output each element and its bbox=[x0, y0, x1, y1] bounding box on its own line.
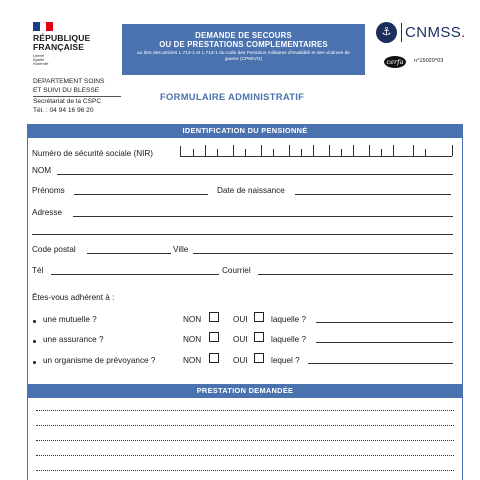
cerfa-logo: cerfa bbox=[384, 56, 406, 68]
mutuelle-label: une mutuelle ? bbox=[43, 315, 97, 324]
assurance-non-checkbox[interactable] bbox=[209, 332, 219, 342]
rf-motto bbox=[33, 54, 123, 66]
section-prestation-header: PRESTATION DEMANDÉE bbox=[27, 384, 463, 398]
ville-label: Ville bbox=[173, 245, 189, 254]
rf-name-line1: RÉPUBLIQUE bbox=[33, 33, 91, 43]
nom-input[interactable] bbox=[57, 174, 453, 175]
cnmss-logo-text bbox=[405, 24, 466, 41]
prevoyance-label: un organisme de prévoyance ? bbox=[43, 356, 156, 365]
assurance-non-label: NON bbox=[183, 335, 202, 344]
rf-name-line2: FRANÇAISE bbox=[33, 42, 85, 52]
prevoyance-oui-label: OUI bbox=[233, 356, 248, 365]
cerfa-number: n°15029*03 bbox=[414, 58, 444, 64]
secretariat-line: Secrétariat de la CSPC bbox=[33, 98, 102, 106]
logo-divider bbox=[401, 23, 402, 42]
adresse-input-line-2[interactable] bbox=[32, 234, 453, 235]
nom-label: NOM bbox=[32, 166, 52, 175]
courriel-label: Courriel bbox=[222, 266, 251, 275]
phone-line: Tél. : 04 94 16 96 20 bbox=[33, 106, 94, 114]
republique-francaise-logo bbox=[33, 22, 123, 66]
prenoms-input[interactable] bbox=[74, 194, 208, 195]
assurance-label: une assurance ? bbox=[43, 335, 104, 344]
form-title: FORMULAIRE ADMINISTRATIF bbox=[160, 91, 305, 102]
ville-input[interactable] bbox=[193, 253, 453, 254]
assurance-detail-input[interactable] bbox=[316, 342, 453, 343]
mutuelle-oui-checkbox[interactable] bbox=[254, 312, 264, 322]
mutuelle-oui-label: OUI bbox=[233, 315, 248, 324]
tel-input[interactable] bbox=[51, 274, 219, 275]
logo-dot: . bbox=[461, 24, 466, 41]
prevoyance-oui-checkbox[interactable] bbox=[254, 353, 264, 363]
banner-subtitle: au titre des articles L.712-1 et L.713-1 du code des Pensions militaires d'invalidité et des victimes de guerre (CPMIVG) bbox=[137, 51, 350, 62]
nir-label: Numéro de sécurité sociale (NIR) bbox=[32, 149, 154, 158]
title-banner bbox=[122, 24, 365, 75]
motto-fraternite: Fraternité bbox=[33, 62, 49, 66]
anchor-icon: ⚓ bbox=[376, 22, 397, 43]
courriel-input[interactable] bbox=[258, 274, 453, 275]
department-line-1: DEPARTEMENT SOINS bbox=[33, 78, 105, 85]
adresse-input-line-1[interactable] bbox=[73, 216, 453, 217]
bullet-icon bbox=[33, 340, 36, 343]
assurance-oui-label: OUI bbox=[233, 335, 248, 344]
form-frame bbox=[27, 124, 463, 480]
adresse-label: Adresse bbox=[32, 208, 63, 217]
mutuelle-non-checkbox[interactable] bbox=[209, 312, 219, 322]
section-identification-header: IDENTIFICATION DU PENSIONNÉ bbox=[27, 124, 463, 138]
prestation-input-line-2[interactable] bbox=[36, 425, 454, 426]
motto-egalite: Égalité bbox=[33, 58, 44, 62]
prestation-input-line-4[interactable] bbox=[36, 455, 454, 456]
department-line-2: ET SUIVI DU BLESSE bbox=[33, 87, 121, 98]
prenoms-label: Prénoms bbox=[32, 186, 65, 195]
logo-text: CNMSS bbox=[405, 24, 462, 41]
tel-label: Tél bbox=[32, 266, 44, 275]
naissance-input[interactable] bbox=[295, 194, 451, 195]
assurance-oui-checkbox[interactable] bbox=[254, 332, 264, 342]
mutuelle-detail-label: laquelle ? bbox=[271, 315, 307, 324]
french-flag-icon bbox=[33, 22, 53, 31]
adherent-question: Êtes-vous adhérent à : bbox=[32, 293, 115, 302]
prestation-input-line-5[interactable] bbox=[36, 470, 454, 471]
prevoyance-non-label: NON bbox=[183, 356, 202, 365]
banner-title-2: OU DE PRESTATIONS COMPLEMENTAIRES bbox=[159, 40, 328, 49]
mutuelle-non-label: NON bbox=[183, 315, 202, 324]
prestation-input-line-3[interactable] bbox=[36, 440, 454, 441]
assurance-detail-label: laquelle ? bbox=[271, 335, 307, 344]
department-block bbox=[33, 78, 125, 115]
prevoyance-detail-input[interactable] bbox=[308, 363, 453, 364]
mutuelle-detail-input[interactable] bbox=[316, 322, 453, 323]
naissance-label: Date de naissance bbox=[217, 186, 285, 195]
motto-liberte: Liberté bbox=[33, 54, 44, 58]
nir-input[interactable] bbox=[180, 146, 452, 157]
prestation-input-line-1[interactable] bbox=[36, 410, 454, 411]
banner-title-1: DEMANDE DE SECOURS bbox=[195, 31, 292, 40]
code-postal-input[interactable] bbox=[87, 253, 171, 254]
prevoyance-non-checkbox[interactable] bbox=[209, 353, 219, 363]
bullet-icon bbox=[33, 320, 36, 323]
bullet-icon bbox=[33, 361, 36, 364]
code-postal-label: Code postal bbox=[32, 245, 76, 254]
prevoyance-detail-label: lequel ? bbox=[271, 356, 300, 365]
cnmss-logo bbox=[376, 22, 466, 43]
